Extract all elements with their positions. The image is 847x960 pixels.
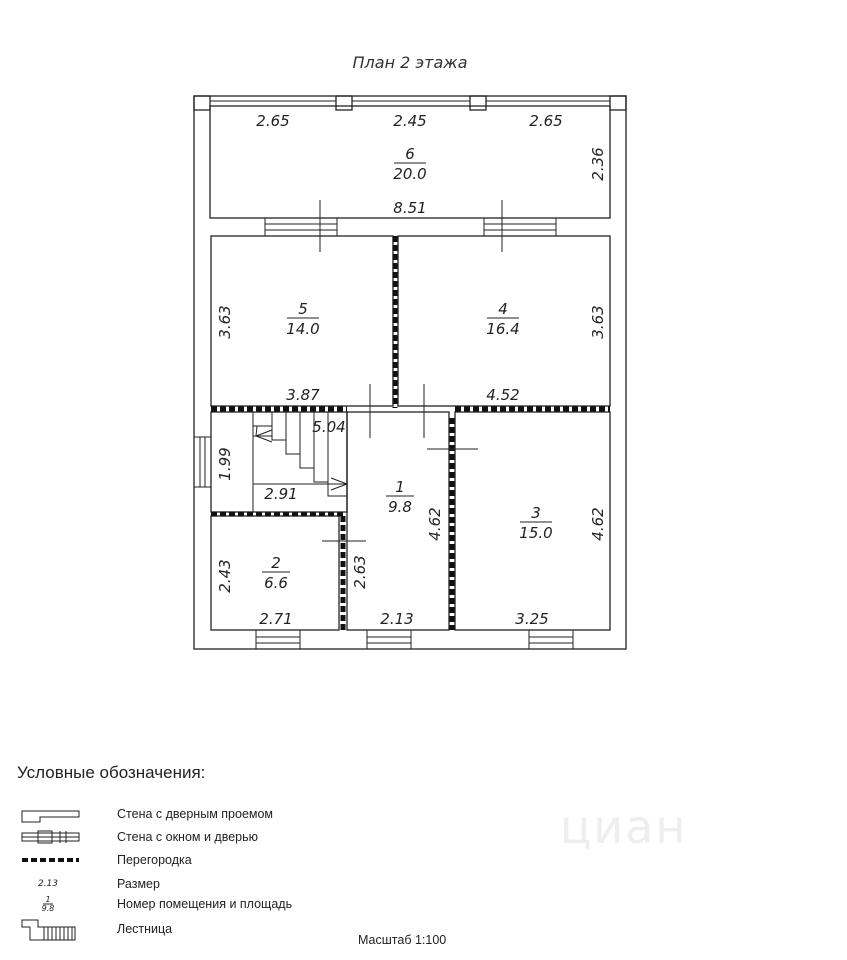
dim-room5-height: 3.63 (216, 305, 234, 339)
room-3-label (519, 504, 552, 542)
room-4-label (486, 300, 519, 338)
legend-item-wall-window-door: Стена с окном и дверью (117, 830, 258, 844)
svg-text:1: 1 (395, 478, 405, 496)
dim-room2-width: 2.71 (259, 610, 293, 628)
bottom-windows (256, 630, 573, 649)
dim-stair-width: 2.91 (264, 485, 298, 503)
svg-text:5: 5 (298, 300, 308, 318)
legend-item-partition: Перегородка (117, 853, 192, 867)
svg-text:2.13: 2.13 (37, 879, 59, 889)
dim-room4-width: 4.52 (486, 386, 520, 404)
dim-top-right: 2.65 (529, 112, 563, 130)
legend-title: Условные обозначения: (17, 763, 206, 782)
dim-room5-width: 3.87 (286, 386, 320, 404)
dim-room6-width: 8.51 (393, 199, 427, 217)
svg-text:3: 3 (531, 504, 541, 522)
plan-title: План 2 этажа (352, 53, 468, 72)
dim-room2-height-right: 2.63 (351, 555, 369, 589)
dim-room3-height: 4.62 (589, 507, 607, 541)
side-window (194, 437, 211, 487)
dimension-icon (38, 879, 58, 889)
legend-item-stair: Лестница (117, 922, 173, 936)
dim-room4-height: 3.63 (589, 305, 607, 339)
dim-stair-height: 1.99 (216, 447, 234, 481)
svg-text:6.6: 6.6 (264, 574, 288, 592)
dimension-labels (216, 112, 607, 628)
room-2-label (262, 554, 290, 592)
dim-room6-height: 2.36 (589, 147, 607, 181)
room-6-label (393, 145, 426, 183)
room-1-label (386, 478, 414, 516)
svg-text:15.0: 15.0 (519, 524, 553, 542)
watermark-logo: циан (560, 800, 688, 854)
svg-text:20.0: 20.0 (393, 165, 427, 183)
legend-item-room-number: Номер помещения и площадь (117, 897, 293, 911)
room-5-label (286, 300, 319, 338)
wall-door-icon (22, 811, 79, 822)
legend-symbols (22, 811, 79, 940)
svg-text:1: 1 (45, 895, 51, 904)
svg-text:14.0: 14.0 (286, 320, 320, 338)
legend-item-dimension: Размер (117, 877, 160, 891)
room-number-icon (42, 895, 55, 913)
dim-room1-height: 4.62 (426, 507, 444, 541)
legend-item-wall-door: Стена с дверным проемом (117, 807, 274, 821)
svg-text:6: 6 (405, 145, 415, 163)
svg-text:9.8: 9.8 (388, 498, 412, 516)
dim-room3-width: 3.25 (515, 610, 549, 628)
dim-top-left: 2.65 (256, 112, 290, 130)
dim-stair-top: 5.04 (312, 418, 346, 436)
dim-room2-height: 2.43 (216, 559, 234, 593)
svg-text:4: 4 (498, 300, 508, 318)
scale-label: Масштаб 1:100 (358, 933, 447, 947)
svg-text:16.4: 16.4 (486, 320, 520, 338)
wall-window-door-icon (22, 831, 79, 843)
dim-room1-width: 2.13 (380, 610, 414, 628)
svg-text:2: 2 (271, 554, 281, 572)
dim-top-mid: 2.45 (393, 112, 427, 130)
stair-legend-icon (22, 920, 75, 940)
svg-text:9.8: 9.8 (41, 904, 55, 913)
